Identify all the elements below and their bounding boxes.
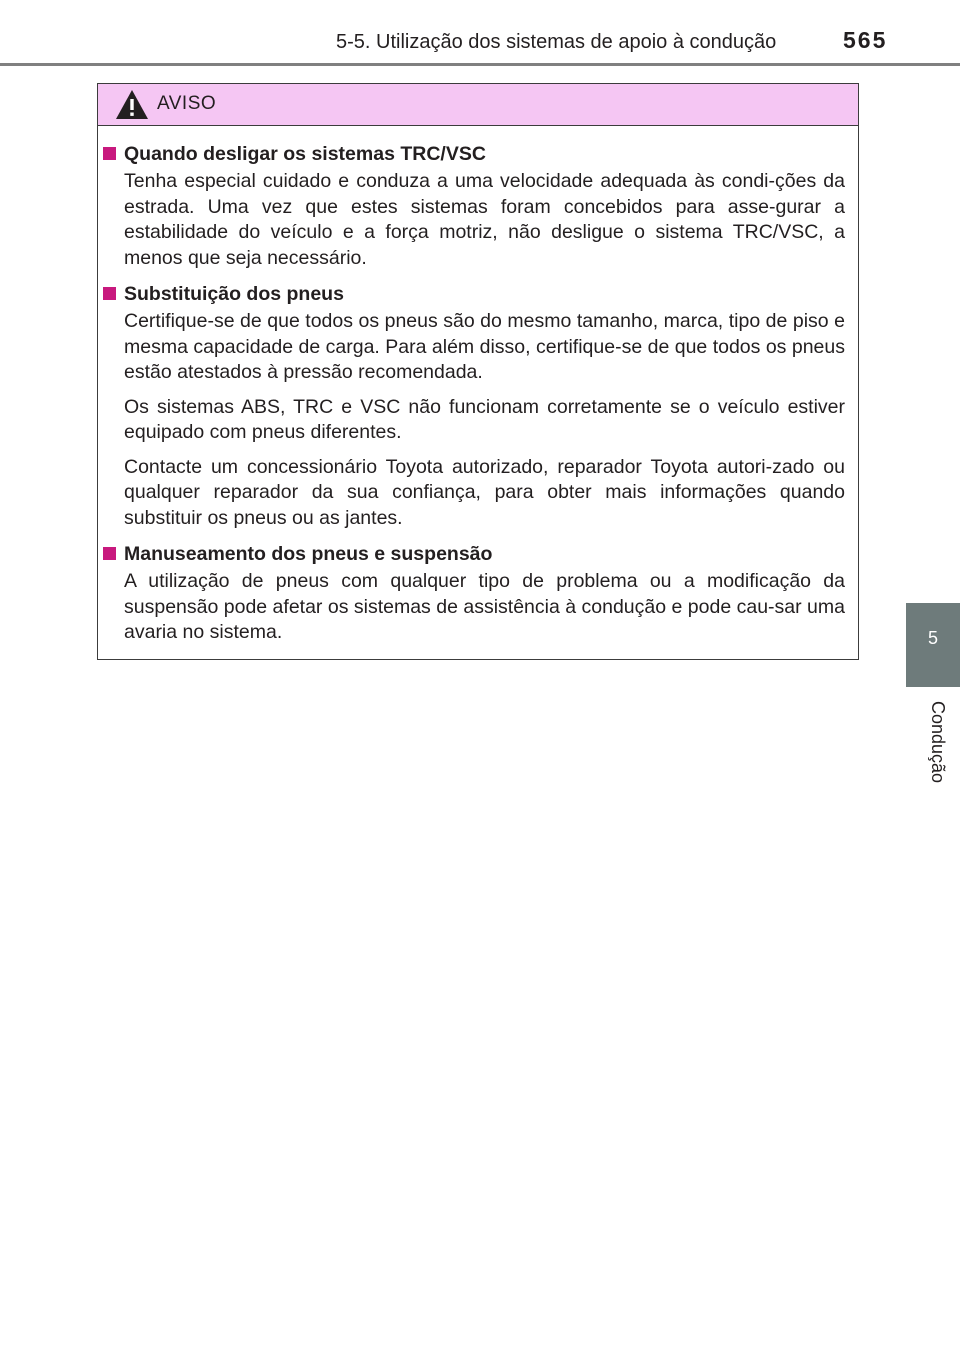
paragraph: Os sistemas ABS, TRC e VSC não funcionam corretamente se o veículo estiver equipado com pneus diferentes. xyxy=(124,395,845,443)
chapter-tab[interactable] xyxy=(906,603,960,687)
paragraph: Contacte um concessionário Toyota autorizado, reparador Toyota autori-zado ou qualquer reparador da sua confiança, para obter mais informações quando substituir os pneus ou as jantes. xyxy=(124,455,845,529)
warning-section-trc-vsc xyxy=(98,140,860,271)
square-bullet-icon xyxy=(103,547,116,560)
chapter-label: Condução xyxy=(928,701,948,784)
warning-body xyxy=(98,140,860,646)
section-heading-text: Manuseamento dos pneus e suspensão xyxy=(124,543,493,565)
section-heading xyxy=(98,140,860,168)
section-heading xyxy=(98,280,860,308)
paragraph: A utilização de pneus com qualquer tipo de problema ou a modificação da suspensão pode afetar os sistemas de assistência à condução e pode cau-sar uma avaria no sistema. xyxy=(124,570,845,643)
paragraph: Tenha especial cuidado e conduza a uma velocidade adequada às condi-ções da estrada. Uma vez que estes sistemas foram concebidos para asse-gurar a estabilidade do veículo e a força motriz, não desligue o sistema TRC/VSC, a menos que seja necessário. xyxy=(124,170,845,269)
section-heading-text: Quando desligar os sistemas TRC/VSC xyxy=(124,143,486,165)
chapter-number: 5 xyxy=(927,628,938,648)
warning-triangle-icon xyxy=(115,89,149,120)
header-rule xyxy=(0,63,960,66)
square-bullet-icon xyxy=(103,147,116,160)
section-heading-text: Substituição dos pneus xyxy=(124,283,344,305)
section-heading xyxy=(98,540,860,568)
warning-section-tyres-suspension xyxy=(98,540,860,646)
square-bullet-icon xyxy=(103,287,116,300)
page-header xyxy=(0,0,960,66)
page-number: 565 xyxy=(843,27,888,53)
section-title: 5-5. Utilização dos sistemas de apoio à condução xyxy=(336,31,777,53)
warning-header xyxy=(98,84,858,126)
warning-title: AVISO xyxy=(157,93,217,114)
paragraph: Certifique-se de que todos os pneus são do mesmo tamanho, marca, tipo de piso e mesma capacidade de carga. Para além disso, certifique-se de que todos os pneus estão atestados à pressão recomendada. xyxy=(124,310,845,383)
warning-section-tyre-replacement xyxy=(98,280,860,531)
warning-box xyxy=(97,83,859,660)
